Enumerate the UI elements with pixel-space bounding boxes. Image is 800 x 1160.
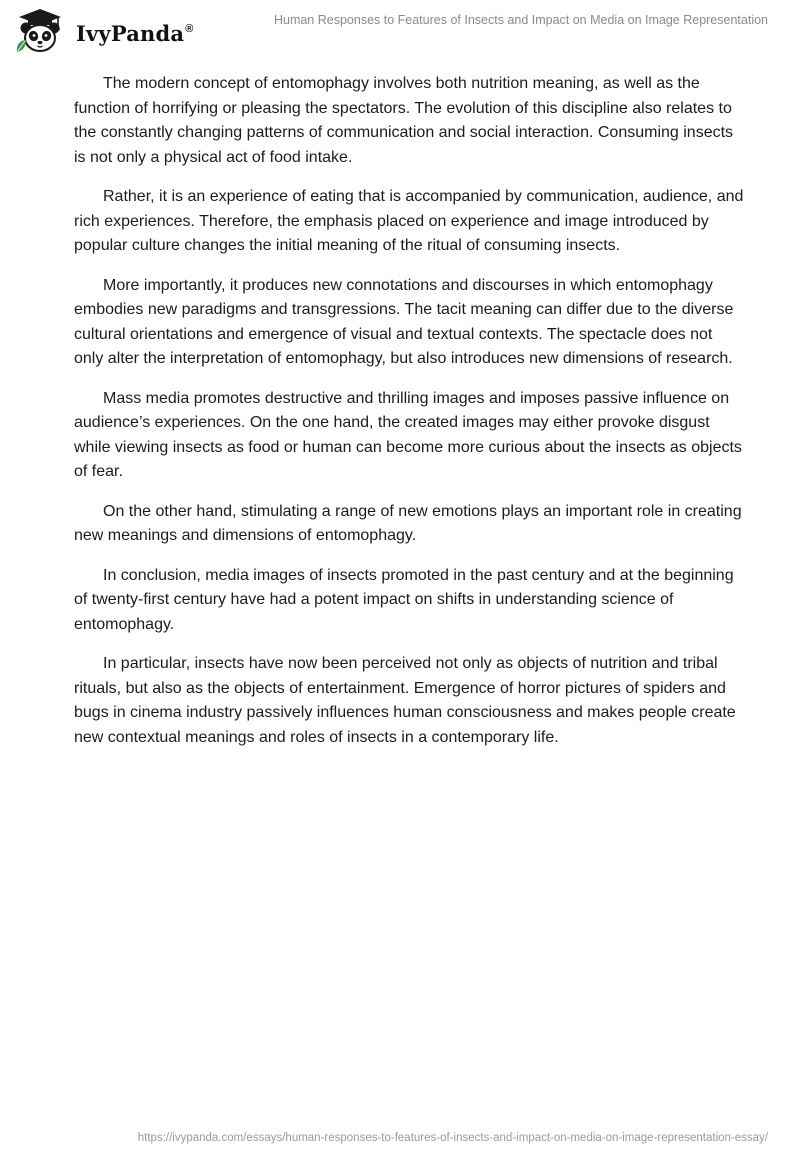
panda-logo-icon (14, 8, 66, 54)
page-header (0, 0, 800, 64)
paragraph: The modern concept of entomophagy involves both nutrition meaning, as well as the function of horrifying or pleasing the spectators. The evolution of this discipline also relates to the constantly changing patterns of communication and social interaction. Consuming insects is not only a physical act of food intake. (74, 75, 734, 166)
running-title: Human Responses to Features of Insects and Impact on Media on Image Representation (273, 13, 768, 27)
footer-url-link[interactable]: https://ivypanda.com/essays/human-responses-to-features-of-insects-and-impact-on-media-on-image-representation-essay/ (137, 1132, 768, 1144)
paragraph: More importantly, it produces new connotations and discourses in which entomophagy embodies new paradigms and transgressions. The tacit meaning can differ due to the diverse cultural orientations and emergence of visual and textual contexts. The spectacle does not only alter the interpretation of entomophagy, but also introduces new dimensions of research. (74, 276, 734, 367)
registered-mark: ® (185, 22, 194, 35)
essay-body (74, 72, 746, 765)
paragraph: Rather, it is an experience of eating that is accompanied by communication, audience, and rich experiences. Therefore, the emphasis placed on experience and image introduced by popular culture changes the initial meaning of the ritual of consuming insects. (74, 188, 744, 254)
paragraph: Mass media promotes destructive and thrilling images and imposes passive influence on audience’s experiences. On the one hand, the created images may either provoke disgust while viewing insects as food or human can become more curious about the insects as objects of fear. (74, 389, 742, 480)
brand-logo[interactable] (14, 8, 194, 54)
paragraph: On the other hand, stimulating a range of new emotions plays an important role in creating new meanings and dimensions of entomophagy. (74, 502, 742, 544)
paragraph: In particular, insects have now been perceived not only as objects of nutrition and tribal rituals, but also as the objects of entertainment. Emergence of horror pictures of spiders and bugs in cinema industry passively influences human consciousness and makes people create new contextual meanings and roles of insects in a contemporary life. (74, 655, 736, 746)
brand-name: IvyPanda® (76, 20, 194, 46)
paragraph: In conclusion, media images of insects promoted in the past century and at the beginning of twenty-first century have had a potent impact on shifts in understanding science of entomophagy. (74, 566, 734, 633)
